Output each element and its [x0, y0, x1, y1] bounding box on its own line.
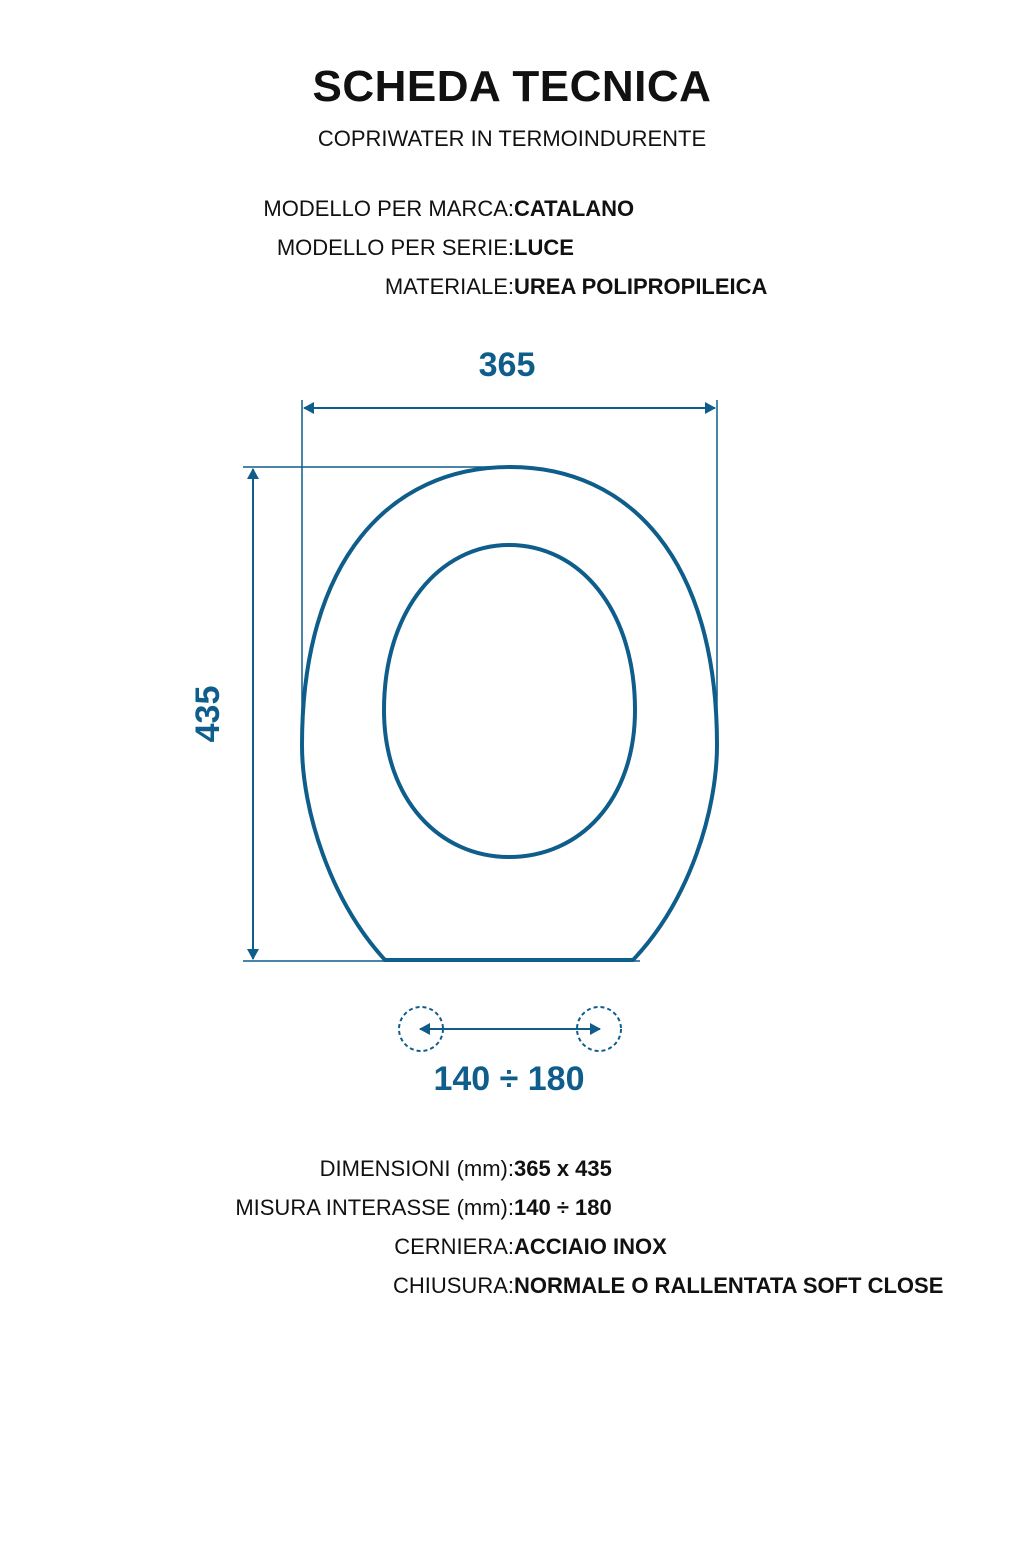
toilet-seat-drawing: [0, 330, 1024, 1110]
spec-value: LUCE: [514, 235, 574, 260]
spec-value: 140 ÷ 180: [514, 1195, 612, 1220]
spec-label: CERNIERA:: [394, 1234, 514, 1259]
spec-label: DIMENSIONI (mm):: [319, 1156, 514, 1181]
spec-label: CHIUSURA:: [392, 1273, 514, 1298]
spec-row-brand: [0, 194, 1024, 224]
spec-label: MATERIALE:: [384, 274, 514, 299]
spec-value: UREA POLIPROPILEICA: [514, 274, 768, 299]
spec-value: 365 x 435: [514, 1156, 612, 1181]
spec-row-dimensions: [0, 1154, 1024, 1184]
spec-value: NORMALE O RALLENTATA SOFT CLOSE: [514, 1273, 944, 1298]
hinge-distance-label: 140 ÷ 180: [433, 1060, 585, 1098]
spec-label: MODELLO PER MARCA:: [263, 196, 514, 221]
seat-inner-opening: [384, 545, 635, 857]
spec-row-closing: [0, 1271, 1024, 1301]
spec-label: MODELLO PER SERIE:: [276, 235, 514, 260]
width-dimension-label: 365: [478, 346, 536, 384]
spec-row-hinge-spacing: [0, 1193, 1024, 1223]
page-subtitle: COPRIWATER IN TERMOINDURENTE: [317, 126, 707, 151]
spec-row-hinge: [0, 1232, 1024, 1262]
page-title: SCHEDA TECNICA: [312, 62, 712, 111]
spec-value: CATALANO: [514, 196, 635, 221]
spec-row-material: [0, 272, 1024, 302]
spec-label: MISURA INTERASSE (mm):: [235, 1195, 514, 1220]
seat-outer-outline: [302, 467, 717, 960]
height-dimension-label: 435: [189, 685, 227, 743]
spec-value: ACCIAIO INOX: [514, 1234, 667, 1259]
spec-row-series: [0, 233, 1024, 263]
